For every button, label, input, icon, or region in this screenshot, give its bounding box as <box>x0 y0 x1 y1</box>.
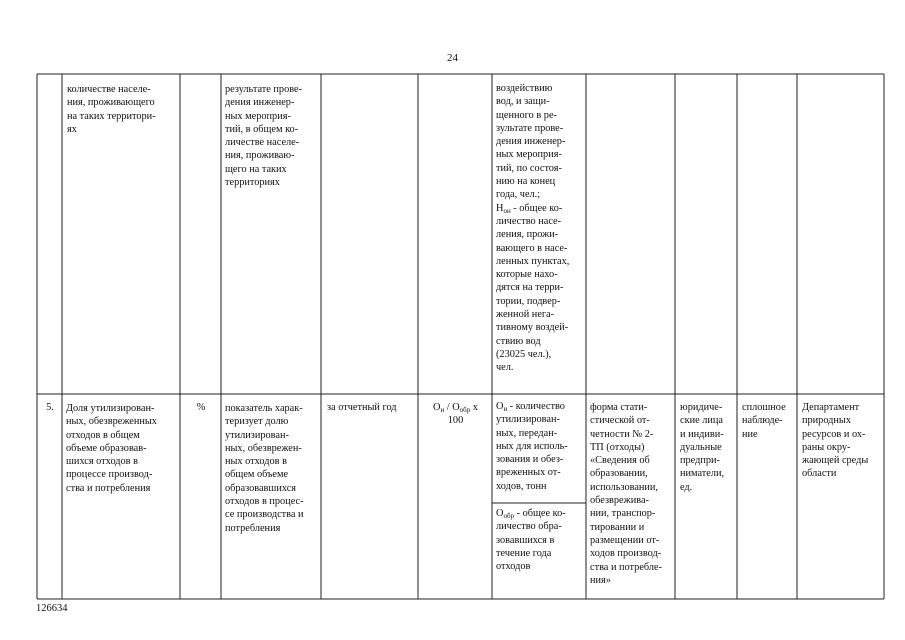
variable-1-definition <box>496 400 586 493</box>
variable-h-subscript: он <box>503 206 511 215</box>
continued-name-cell: количестве населе- ния, проживающего на таких территори- ях <box>67 84 156 135</box>
row-number: 5. <box>46 402 54 413</box>
period-cell: за отчетный год <box>327 402 397 413</box>
indicator-name: Доля утилизирован- ных, обезвреженных отходов в общем объеме образовав- шихся отходов в процессе производ- ства и потребления <box>66 403 157 494</box>
formula-numerator: О <box>433 402 441 413</box>
continued-variables-cell <box>496 82 586 375</box>
variable-2-definition <box>496 507 586 573</box>
variable-2-symbol: О <box>496 508 504 519</box>
variable-1-text: - количество утилизирован- ных, передан- ных для исполь- зования и обез- вреженных от- ходов, тонн <box>496 401 568 492</box>
variable-2-subscript: обр <box>503 512 514 520</box>
formula-cell <box>419 401 492 428</box>
variable-1-subscript: и <box>503 405 508 413</box>
continued-variables-text: воздействию вод, и защи- щенного в ре- зультате прове- дения инженер- ных мероприя- тий, по состоя- нию на конец года, чел.; <box>496 83 566 201</box>
formula-denominator-subscript: обр <box>459 406 471 414</box>
unit-cell: % <box>196 402 206 413</box>
formula-tail: x 100 <box>447 402 478 427</box>
indicator-definition: показатель харак- теризует долю утилизирован- ных, обезврежен- ных отходов в общем объеме образовавшихся отходов в процес- се производства и потребления <box>225 403 304 534</box>
variable-1-symbol: О <box>496 401 504 412</box>
document-id: 126634 <box>36 603 68 614</box>
formula-denominator: / О <box>444 402 460 413</box>
variable-h-text: - общее ко- личество насе- ления, прожи- вающего в насе- ленных пунктах, которые нахо- дятся на терри- тории, подвер- женной негa- тивному воздей- ствию вод (23025 чел.), чел. <box>496 202 570 374</box>
variable-h-definition <box>496 202 586 375</box>
data-source: форма стати- стической от- четности № 2- ТП (отходы) «Сведения об образовании, использовании, обезврежива- нии, транспор- тировании и размещении от- ходов производ- ства и потребле- ния» <box>590 402 663 586</box>
page-number: 24 <box>447 52 458 64</box>
continued-definition-cell: результате прове- дения инженер- ных мероприя- тий, в общем ко- личестве населе- ния, проживаю- щего на таких территориях <box>225 84 303 189</box>
variable-2-text: - общее ко- личество обра- зовавшихся в течение года отходов <box>496 508 566 573</box>
responsible-body: Департамент природных ресурсов и ох- раны окру- жающей среды области <box>802 402 869 480</box>
respondents: юридиче- ские лица и индиви- дуальные предпри- ниматели, ед. <box>680 402 725 493</box>
variable-h-symbol: Н <box>496 202 504 214</box>
collection-method: сплошное наблюде- ние <box>742 402 786 440</box>
formula-numerator-subscript: и <box>440 406 445 414</box>
